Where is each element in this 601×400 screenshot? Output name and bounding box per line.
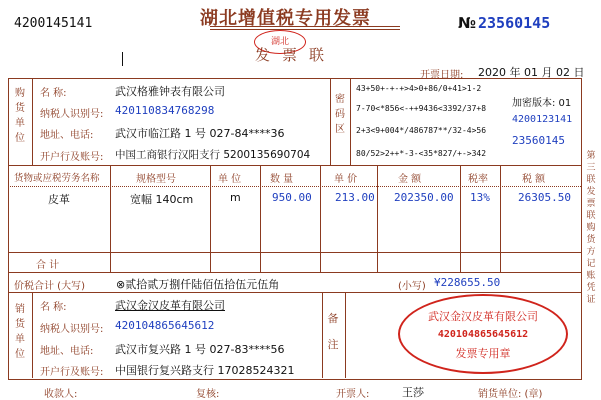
tax-seal: 湖北 <box>254 30 306 54</box>
invoice-number: 23560145 <box>478 14 551 32</box>
col-header-unit: 单 位 <box>218 174 242 185</box>
seller-addr-label: 地址、电话: <box>40 346 94 357</box>
invoice-no-prefix: № <box>458 14 477 32</box>
cipher-line-3: 2+3<9+004*/486787**/32-4>56 <box>356 126 487 135</box>
col-header-qty: 数 量 <box>270 174 294 185</box>
cipher-line-1: 43+50+-+-+>4>0+86/0+41>1-2 <box>356 84 482 93</box>
item-spec: 宽幅 140cm <box>130 193 194 206</box>
seller-tax-label: 纳税人识别号: <box>40 324 104 335</box>
buyer-side-label: 购货单位 <box>15 88 25 144</box>
col-header-price: 单 价 <box>334 174 358 185</box>
seller-name: 武汉金汉皮革有限公司 <box>115 299 225 312</box>
cipher-side-label: 密码区 <box>335 94 345 135</box>
buyer-tax-label: 纳税人识别号: <box>40 109 104 120</box>
item-amount: 202350.00 <box>394 191 454 204</box>
seal-tax-id: 420104865645612 <box>437 329 529 340</box>
seller-side-label: 销货单位 <box>15 304 25 360</box>
item-tax: 26305.50 <box>518 191 571 204</box>
text-cursor <box>122 52 123 66</box>
drawer-label: 开票人: <box>336 389 370 400</box>
company-seal <box>398 294 568 374</box>
seller-name-label: 名 称: <box>40 302 67 313</box>
buyer-tax-id: 420110834768298 <box>115 104 215 117</box>
encrypt-version: 加密版本: 01 <box>512 98 572 109</box>
col-header-rate: 税率 <box>468 174 488 185</box>
seller-bank: 中国银行复兴路支行 17028524321 <box>115 364 295 377</box>
buyer-name: 武汉格雅钟表有限公司 <box>115 85 225 98</box>
reviewer-label: 复核: <box>196 389 220 400</box>
col-header-amount: 金 额 <box>398 174 422 185</box>
invoice-title: 湖北增值税专用发票 <box>200 8 371 29</box>
item-price: 213.00 <box>335 191 375 204</box>
title-underline <box>210 26 400 27</box>
amount-words: ⊗贰拾贰万捌仟陆佰伍拾伍元伍角 <box>116 278 280 291</box>
buyer-bank: 中国工商银行汉阳支行 5200135690704 <box>115 149 311 161</box>
buyer-address: 武汉市临江路 1 号 027-84****36 <box>115 127 285 140</box>
date-label: 开票日期: <box>420 70 464 81</box>
date-value: 2020 年 01 月 02 日 <box>478 66 585 79</box>
amount-small-label: (小写) <box>398 281 426 292</box>
seal-text: 发票专用章 <box>455 347 511 360</box>
cipher-code: 4200123141 <box>512 114 573 125</box>
buyer-addr-label: 地址、电话: <box>40 130 94 141</box>
amount-small-value: ¥228655.50 <box>434 276 501 289</box>
title-underline-2 <box>210 29 400 30</box>
buyer-name-label: 名 称: <box>40 88 67 99</box>
item-name: 皮革 <box>48 193 70 206</box>
side-note: 第三联 发票联 购货方记账凭证 <box>586 151 596 305</box>
total-label: 合 计 <box>36 260 60 271</box>
cipher-line-2: 7-70<*856<-++9436<3392/37+8 <box>356 104 487 113</box>
sub-title: 发票联 <box>255 46 337 64</box>
item-qty: 950.00 <box>272 191 312 204</box>
col-header-tax: 税 额 <box>522 174 546 185</box>
item-unit: m <box>230 191 241 204</box>
payee-label: 收款人: <box>44 389 78 400</box>
cipher-number: 23560145 <box>512 134 565 147</box>
amount-label: 价税合计 (大写) <box>14 281 85 292</box>
seller-address: 武汉市复兴路 1 号 027-83****56 <box>115 343 285 356</box>
invoice-code: 4200145141 <box>14 16 93 31</box>
item-rate: 13% <box>470 191 490 204</box>
buyer-bank-label: 开户行及账号: <box>40 152 104 163</box>
col-header-spec: 规格型号 <box>136 174 176 185</box>
col-header-name: 货物或应税劳务名称 <box>14 173 100 184</box>
seller-tax-id: 420104865645612 <box>115 319 215 332</box>
seller-bank-label: 开户行及账号: <box>40 367 104 378</box>
seal-company: 武汉金汉皮革有限公司 <box>428 310 538 323</box>
remarks-label: 备注 <box>327 312 339 351</box>
seller-stamp-label: 销货单位: (章) <box>478 389 543 400</box>
cipher-line-4: 80/52>2++*-3-<35*827/+->342 <box>356 149 487 158</box>
drawer-value: 王莎 <box>402 386 424 399</box>
